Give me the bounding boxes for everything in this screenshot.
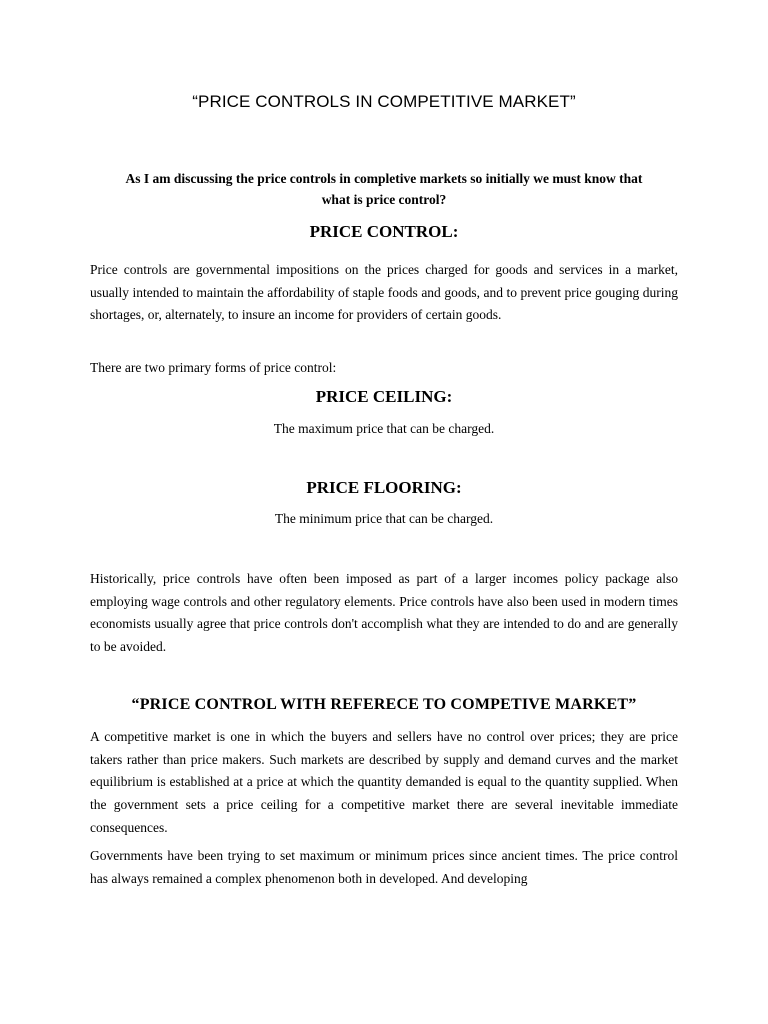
- competitive-market-paragraph-1: A competitive market is one in which the buyers and sellers have no control over prices; they are price takers rather than price makers. Such markets are described by supply and demand curves and the market equilibrium is established at a price at which the quantity demanded is equal to the quantity supplied. When the government sets a price ceiling for a competitive market there are several inevitable immediate consequences.: [90, 729, 678, 835]
- price-flooring-definition: The minimum price that can be charged.: [274, 511, 494, 526]
- price-control-forms-line: There are two primary forms of price control:: [90, 360, 337, 375]
- intro-line-1: As I am discussing the price controls in completive markets so initially we must know that: [125, 171, 643, 186]
- intro-question: [90, 168, 678, 210]
- competitive-market-heading: “PRICE CONTROL WITH REFERECE TO COMPETIVE MARKET”: [131, 696, 637, 713]
- historical-paragraph: Historically, price controls have often been imposed as part of a larger incomes policy package also employing wage controls and other regulatory elements. Price controls have also been used in modern times economists usually agree that price controls don't accomplish what they are intended to do and are generally to be avoided.: [90, 571, 678, 655]
- document-title: “PRICE CONTROLS IN COMPETITIVE MARKET”: [192, 92, 576, 111]
- price-flooring-heading: PRICE FLOORING:: [306, 478, 462, 497]
- price-control-heading: PRICE CONTROL:: [309, 222, 459, 241]
- price-ceiling-definition: The maximum price that can be charged.: [273, 421, 495, 436]
- intro-line-2: what is price control?: [321, 192, 447, 207]
- competitive-market-paragraph-2: Governments have been trying to set maximum or minimum prices since ancient times. The price control has always remained a complex phenomenon both in developed. And developing: [90, 848, 678, 886]
- price-control-paragraph: Price controls are governmental impositions on the prices charged for goods and services in a market, usually intended to maintain the affordability of staple foods and goods, and to prevent price gouging during shortages, or, alternately, to insure an income for providers of certain goods.: [90, 262, 678, 323]
- price-ceiling-heading: PRICE CEILING:: [315, 387, 453, 406]
